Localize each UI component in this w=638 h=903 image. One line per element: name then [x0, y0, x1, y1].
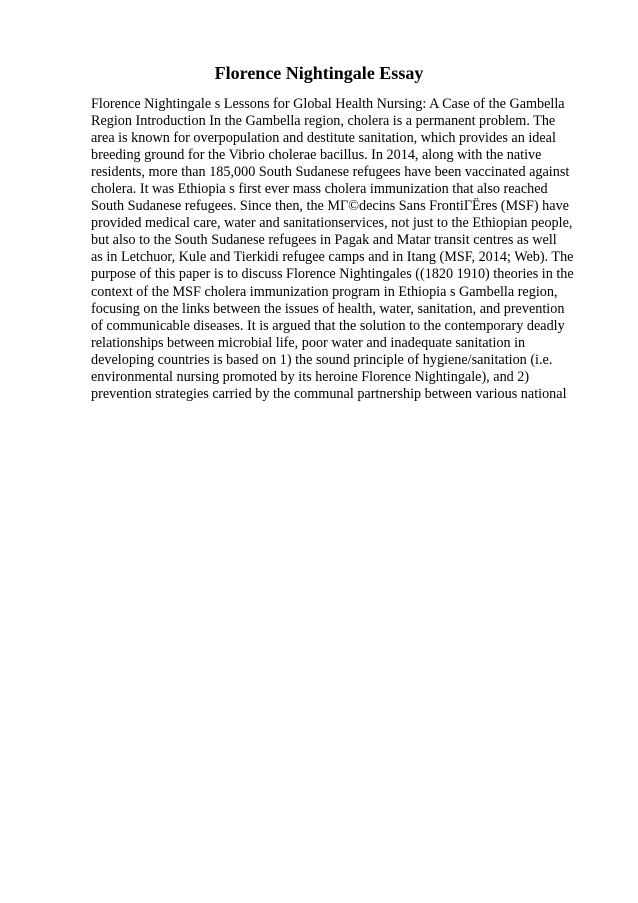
essay-line: context of the MSF cholera immunization program in Ethiopia s Gambella region, — [91, 283, 558, 300]
document-title: Florence Nightingale Essay — [214, 63, 424, 83]
essay-line: environmental nursing promoted by its heroine Florence Nightingale), and 2) — [91, 368, 530, 385]
essay-line: Region Introduction In the Gambella region, cholera is a permanent problem. The — [91, 113, 556, 130]
essay-line: developing countries is based on 1) the sound principle of hygiene/sanitation (i.e. — [91, 351, 553, 368]
essay-line: residents, more than 185,000 South Sudanese refugees have been vaccinated against — [91, 164, 570, 181]
essay-line: provided medical care, water and sanitationservices, not just to the Ethiopian people, — [91, 215, 573, 232]
essay-line: focusing on the links between the issues of health, water, sanitation, and prevention — [91, 300, 565, 317]
essay-line: but also to the South Sudanese refugees in Pagak and Matar transit centres as well — [91, 232, 557, 249]
essay-line: South Sudanese refugees. Since then, the MГ©decins Sans FrontiГЁres (MSF) have — [91, 198, 569, 215]
essay-line: purpose of this paper is to discuss Florence Nightingales ((1820 1910) theories in the — [91, 266, 574, 283]
essay-line: prevention strategies carried by the communal partnership between various national — [91, 385, 567, 402]
essay-line: area is known for overpopulation and destitute sanitation, which provides an ideal — [91, 130, 556, 147]
essay-body — [91, 96, 611, 403]
essay-line: as in Letchuor, Kule and Tierkidi refugee camps and in Itang (MSF, 2014; Web). The — [91, 249, 574, 266]
essay-line: of communicable diseases. It is argued that the solution to the contemporary deadly — [91, 317, 565, 334]
essay-line: Florence Nightingale s Lessons for Global Health Nursing: A Case of the Gambella — [91, 96, 565, 112]
essay-line: relationships between microbial life, poor water and inadequate sanitation in — [91, 334, 526, 351]
essay-line: cholera. It was Ethiopia s first ever mass cholera immunization that also reached — [91, 181, 548, 198]
essay-line: breeding ground for the Vibrio cholerae bacillus. In 2014, along with the native — [91, 147, 542, 164]
